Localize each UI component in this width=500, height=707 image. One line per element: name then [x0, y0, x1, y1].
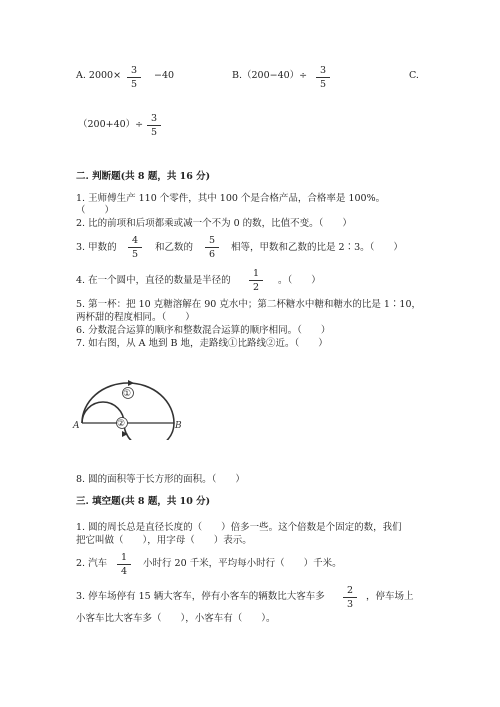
- option-b-prefix: B.（200−40）÷: [232, 70, 308, 81]
- fraction-denominator: 6: [208, 249, 216, 260]
- fill-q3-prefix: 3. 停车场停有 15 辆大客车，停有小客车的辆数比大客车多: [76, 591, 325, 602]
- route-diagram: [72, 372, 192, 440]
- fraction-denominator: 4: [120, 566, 128, 577]
- judge-q3-prefix: 3. 甲数的: [76, 242, 117, 253]
- fraction-denominator: 5: [150, 127, 158, 138]
- fraction-numerator: 2: [343, 585, 357, 598]
- route2-right-arc: [124, 423, 174, 440]
- fraction-numerator: 3: [127, 65, 141, 78]
- judge-q2: 2. 比的前项和后项都乘或减一个不为 0 的数，比值不变。（ ）: [76, 218, 352, 229]
- judge-q4-fraction: [249, 268, 263, 293]
- fraction-numerator: 1: [249, 268, 263, 281]
- judge-q3-suffix: 相等，甲数和乙数的比是 2∶3。（ ）: [231, 242, 403, 253]
- judge-q1-line1: 1. 王师傅生产 110 个零件，其中 100 个是合格产品，合格率是 100%。: [76, 193, 386, 204]
- judge-q8: 8. 圆的面积等于长方形的面积。（ ）: [76, 474, 245, 485]
- route1-arrow-icon: [128, 380, 134, 386]
- point-b-label: B: [175, 421, 182, 431]
- fill-q2-fraction: [117, 552, 131, 577]
- judge-q4-prefix: 4. 在一个圆中，直径的数量是半径的: [76, 275, 231, 286]
- fraction-denominator: 2: [252, 282, 260, 293]
- route2-label: ②: [117, 419, 126, 429]
- option-b-fraction: [316, 65, 330, 90]
- option-a-suffix: −40: [154, 70, 175, 81]
- fill-q2-suffix: 小时行 20 千米，平均每小时行（ ）千米。: [143, 558, 342, 569]
- judge-q4-suffix: 。（ ）: [278, 275, 321, 286]
- option-c-label: C.: [409, 70, 419, 81]
- point-a-label: A: [73, 421, 80, 431]
- judge-q3-fraction2: [205, 235, 219, 260]
- fill-q1-line1: 1. 圆的周长总是直径长度的（ ）倍多一些。这个倍数是个固定的数，我们: [76, 522, 402, 533]
- fraction-numerator: 5: [205, 235, 219, 248]
- section2-heading: 二. 判断题(共 8 题，共 16 分): [76, 171, 211, 182]
- fraction-denominator: 5: [319, 79, 327, 90]
- fraction-denominator: 5: [131, 249, 139, 260]
- judge-q7: 7. 如右图，从 A 地到 B 地，走路线①比路线②近。（ ）: [76, 338, 328, 349]
- fill-q3-suffix: ，停车场上: [366, 591, 414, 602]
- judge-q1-line2: （ ）: [76, 205, 115, 216]
- option-c-fraction: [147, 113, 161, 138]
- fill-q3-fraction: [343, 585, 357, 610]
- judge-q3-middle: 和乙数的: [155, 242, 194, 253]
- route1-label: ①: [123, 389, 132, 399]
- section3-heading: 三. 填空题(共 8 题，共 10 分): [76, 496, 211, 507]
- fill-q3-line2: 小客车比大客车多（ ），小客车有（ ）。: [76, 613, 276, 624]
- fraction-numerator: 3: [147, 113, 161, 126]
- fill-q2-prefix: 2. 汽车: [76, 558, 108, 569]
- fraction-denominator: 5: [130, 79, 138, 90]
- judge-q6: 6. 分数混合运算的顺序和整数混合运算的顺序相同。（ ）: [76, 325, 331, 336]
- fill-q1-line2: 把它叫做（ ），用字母（ ）表示。: [76, 535, 252, 546]
- fraction-numerator: 1: [117, 552, 131, 565]
- fraction-denominator: 3: [346, 599, 354, 610]
- option-c-prefix: （200+40）÷: [78, 119, 144, 130]
- option-a-prefix: A. 2000×: [76, 70, 122, 81]
- judge-q3-fraction1: [128, 235, 142, 260]
- option-a-fraction: [127, 65, 141, 90]
- judge-q5-line1: 5. 第一杯：把 10 克糖溶解在 90 克水中；第二杯糖水中糖和糖水的比是 1∶10，: [76, 299, 421, 310]
- judge-q5-line2: 两杯甜的程度相同。（ ）: [76, 312, 195, 323]
- fraction-numerator: 4: [128, 235, 142, 248]
- fraction-numerator: 3: [316, 65, 330, 78]
